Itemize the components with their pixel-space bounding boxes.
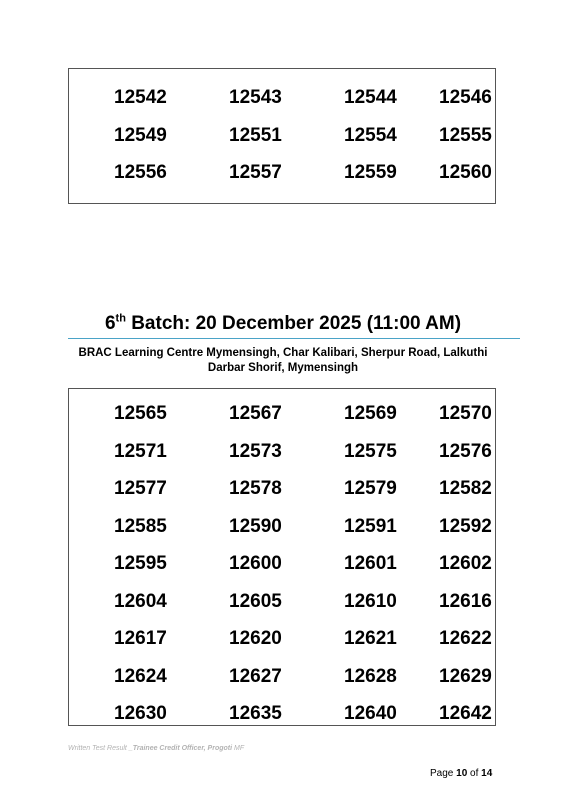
roll-number: 12565 [114,403,167,424]
roll-number-table-previous-batch [68,68,496,204]
footer-doc-title: Trainee Credit Officer, Progoti [132,745,233,752]
roll-number: 12622 [439,628,492,649]
venue-line-1: BRAC Learning Centre Mymensingh, Char Kalibari, Sherpur Road, Lalkuthi [78,347,488,359]
roll-number: 12610 [344,590,397,612]
roll-number: 12544 [344,87,397,108]
table-row [69,664,495,690]
roll-number: 12578 [229,478,282,499]
roll-number: 12635 [229,703,282,724]
roll-number: 12629 [439,665,492,687]
roll-number: 12621 [344,628,397,649]
table-row [69,476,495,502]
table-row [69,589,495,615]
table-row [69,160,495,186]
roll-number-table-batch-6 [68,388,496,726]
table-row [69,123,495,149]
roll-number: 12642 [439,703,492,724]
table-row [69,85,495,111]
table-row [69,626,495,652]
roll-number: 12556 [114,162,167,183]
batch-heading [0,310,566,338]
roll-number: 12560 [439,162,492,183]
venue-address [68,346,498,376]
roll-number: 12592 [439,515,492,537]
roll-number: 12549 [114,124,167,146]
table-row [69,439,495,465]
roll-number: 12591 [344,515,397,537]
roll-number: 12616 [439,590,492,612]
heading-rule [68,338,520,339]
roll-number: 12551 [229,124,282,146]
roll-number: 12602 [439,553,492,574]
footer-doc-suffix: MF [232,745,245,752]
roll-number: 12604 [114,590,167,612]
page-total: 14 [481,768,493,779]
page-word: Page [430,768,457,779]
batch-ordinal-suffix: th [115,312,126,325]
roll-number: 12571 [114,440,167,462]
roll-number: 12630 [114,703,167,724]
roll-number: 12601 [344,553,397,574]
roll-number: 12542 [114,87,167,108]
roll-number: 12559 [344,162,397,183]
page-of: of [467,768,482,779]
roll-number: 12640 [344,703,397,724]
footer-document-title [68,745,244,752]
roll-number: 12546 [439,87,492,108]
roll-number: 12627 [229,665,282,687]
roll-number: 12579 [344,478,397,499]
roll-number: 12575 [344,440,397,462]
table-row [69,551,495,577]
roll-number: 12620 [229,628,282,649]
roll-number: 12567 [229,403,282,424]
roll-number: 12557 [229,162,282,183]
roll-number: 12555 [439,124,492,146]
table-row [69,401,495,427]
page-current: 10 [456,768,468,779]
batch-heading-text: Batch: 20 December 2025 (11:00 AM) [125,313,462,334]
roll-number: 12585 [114,515,167,537]
page-number [430,768,492,779]
roll-number: 12617 [114,628,167,649]
roll-number: 12576 [439,440,492,462]
roll-number: 12543 [229,87,282,108]
roll-number: 12600 [229,553,282,574]
roll-number: 12554 [344,124,397,146]
roll-number: 12570 [439,403,492,424]
table-row [69,514,495,540]
batch-ordinal-number: 6 [104,313,116,334]
roll-number: 12573 [229,440,282,462]
roll-number: 12569 [344,403,397,424]
roll-number: 12605 [229,590,282,612]
footer-doc-prefix: Written Test Result _ [68,745,133,752]
roll-number: 12582 [439,478,492,499]
roll-number: 12628 [344,665,397,687]
roll-number: 12577 [114,478,167,499]
venue-line-2: Darbar Shorif, Mymensingh [207,362,359,374]
table-row [69,701,495,727]
roll-number: 12624 [114,665,167,687]
roll-number: 12595 [114,553,167,574]
roll-number: 12590 [229,515,282,537]
